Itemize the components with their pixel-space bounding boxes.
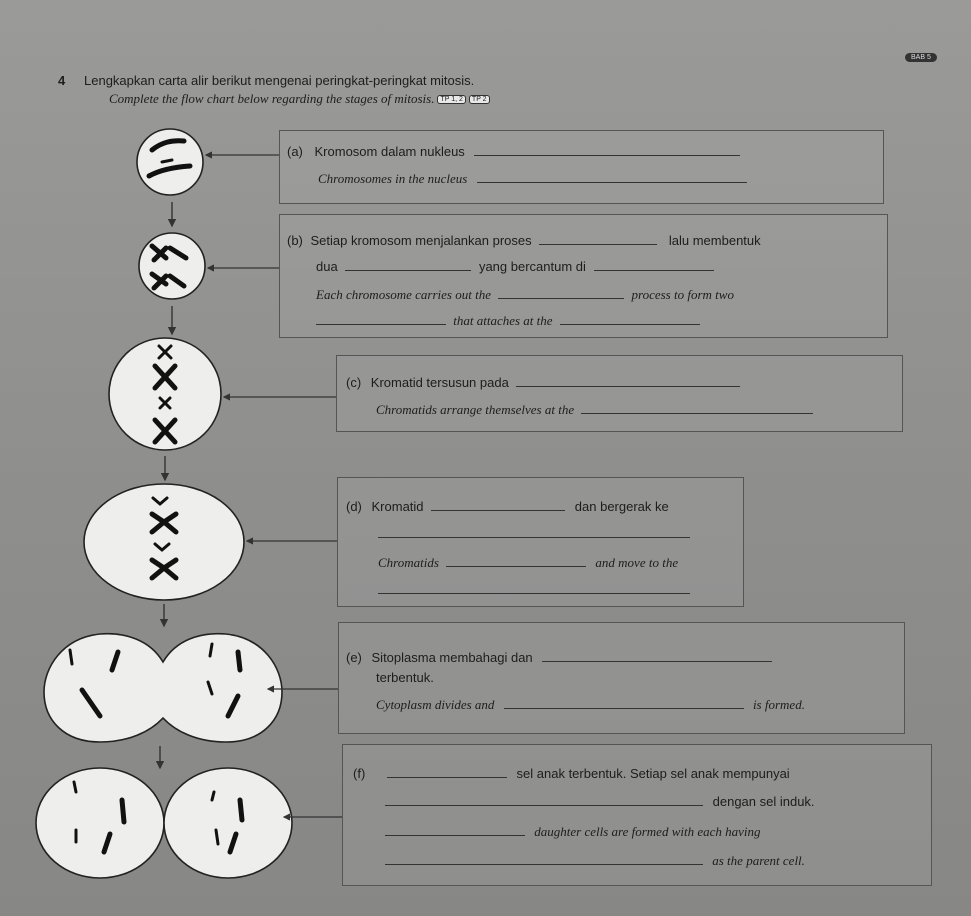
stage-d-line2	[378, 526, 690, 541]
daughter-cell-right	[164, 768, 292, 878]
chromosome-f2	[122, 800, 124, 822]
stage-a-ms	[287, 144, 740, 159]
stage-f-ms1: sel anak terbentuk. Setiap sel anak mempunyai	[516, 766, 790, 781]
stage-box-f	[342, 744, 932, 886]
daughter-cell-left	[36, 768, 164, 878]
stage-b-line2	[316, 259, 714, 274]
cell-e	[44, 634, 282, 742]
chromosome-f5	[212, 792, 214, 800]
answer-blank-f1[interactable]	[387, 766, 507, 778]
stage-e-line3	[376, 697, 805, 713]
answer-blank-b2[interactable]	[345, 259, 471, 271]
stage-d-line1	[346, 499, 669, 514]
stage-b-en3: that attaches at the	[453, 313, 553, 328]
stage-b-ms3: dua	[316, 259, 338, 274]
cell-a	[137, 129, 203, 195]
cell-b	[139, 233, 205, 299]
answer-blank-d3[interactable]	[446, 555, 586, 567]
stage-box-e	[338, 622, 905, 734]
stage-box-c	[336, 355, 903, 432]
stage-b-line1	[287, 233, 761, 248]
stage-c-en-text: Chromatids arrange themselves at the	[376, 402, 575, 417]
question-title-ms: Lengkapkan carta alir berikut mengenai peringkat-peringkat mitosis.	[84, 73, 475, 88]
stage-b-ms2: lalu membentuk	[668, 233, 761, 248]
stage-e-en2: is formed.	[752, 697, 805, 712]
answer-blank-e2[interactable]	[504, 697, 744, 709]
chromosome-f6	[240, 800, 242, 820]
stage-c-ms-text: Kromatid tersusun pada	[370, 375, 509, 390]
stage-f-label: (f)	[353, 766, 366, 781]
stage-d-en2: and move to the	[595, 555, 679, 570]
stage-d-line3	[378, 555, 678, 571]
answer-blank-f3[interactable]	[385, 824, 525, 836]
answer-blank-b4[interactable]	[498, 287, 624, 299]
stage-e-ms1: Sitoplasma membahagi dan	[371, 650, 533, 665]
stage-b-label: (b)	[287, 233, 303, 248]
answer-blank-b1[interactable]	[539, 233, 657, 245]
stage-b-ms1: Setiap kromosom menjalankan proses	[310, 233, 532, 248]
stage-b-line3	[316, 287, 734, 303]
chromosome-e1	[70, 650, 72, 664]
stage-c-en	[376, 402, 813, 418]
stage-f-en1: daughter cells are formed with each having	[534, 824, 761, 839]
stage-box-b	[279, 214, 888, 338]
answer-blank-a1[interactable]	[474, 144, 740, 156]
stage-e-en1: Cytoplasm divides and	[376, 697, 495, 712]
stage-c-ms	[346, 375, 740, 390]
stage-f-en2: as the parent cell.	[712, 853, 805, 868]
answer-blank-e1[interactable]	[542, 650, 772, 662]
answer-blank-b6[interactable]	[560, 313, 700, 325]
stage-a-en	[318, 171, 747, 187]
chromosome-a3	[162, 160, 172, 162]
chromosome-f7	[216, 830, 218, 844]
answer-blank-d2[interactable]	[378, 526, 690, 538]
answer-blank-f4[interactable]	[385, 853, 703, 865]
chromosome-e5	[238, 652, 240, 670]
tp-badge-1: TP 1, 2	[437, 95, 465, 104]
stage-b-en1: Each chromosome carries out the	[316, 287, 491, 302]
stage-box-a	[279, 130, 884, 204]
chromosome-f1	[74, 782, 76, 792]
question-number: 4	[58, 73, 66, 88]
stage-b-ms4: yang bercantum di	[478, 259, 586, 274]
answer-blank-d4[interactable]	[378, 582, 690, 594]
stage-d-label: (d)	[346, 499, 362, 514]
stage-e-label: (e)	[346, 650, 362, 665]
stage-b-en2: process to form two	[631, 287, 734, 302]
stage-box-d	[337, 477, 744, 607]
answer-blank-f2[interactable]	[385, 794, 703, 806]
stage-e-line1	[346, 650, 772, 665]
answer-blank-a2[interactable]	[477, 171, 747, 183]
stage-d-en1: Chromatids	[378, 555, 439, 570]
answer-blank-d1[interactable]	[431, 499, 565, 511]
answer-blank-c2[interactable]	[581, 402, 813, 414]
stage-d-ms1: Kromatid	[371, 499, 424, 514]
stage-c-label: (c)	[346, 375, 362, 390]
chromosome-e4	[210, 644, 212, 656]
stage-a-en-text: Chromosomes in the nucleus	[318, 171, 468, 186]
answer-blank-c1[interactable]	[516, 375, 740, 387]
tp-badge-2: TP 2	[469, 95, 490, 104]
stage-d-ms2: dan bergerak ke	[574, 499, 669, 514]
stage-f-line2	[385, 794, 815, 809]
stage-e-line2: terbentuk.	[376, 670, 434, 685]
stage-a-label: (a)	[287, 144, 303, 159]
stage-f-line3	[385, 824, 761, 840]
stage-f-line1	[353, 766, 790, 781]
stage-a-ms-text: Kromosom dalam nukleus	[314, 144, 465, 159]
stage-b-line4	[316, 313, 700, 329]
answer-blank-b5[interactable]	[316, 313, 446, 325]
page-badge: BAB 5	[905, 53, 937, 62]
stage-f-line4	[385, 853, 805, 869]
question-title-en-text: Complete the flow chart below regarding the stages of mitosis.	[109, 91, 435, 106]
answer-blank-b3[interactable]	[594, 259, 714, 271]
stage-d-line4	[378, 582, 690, 597]
stage-f-ms2: dengan sel induk.	[712, 794, 815, 809]
